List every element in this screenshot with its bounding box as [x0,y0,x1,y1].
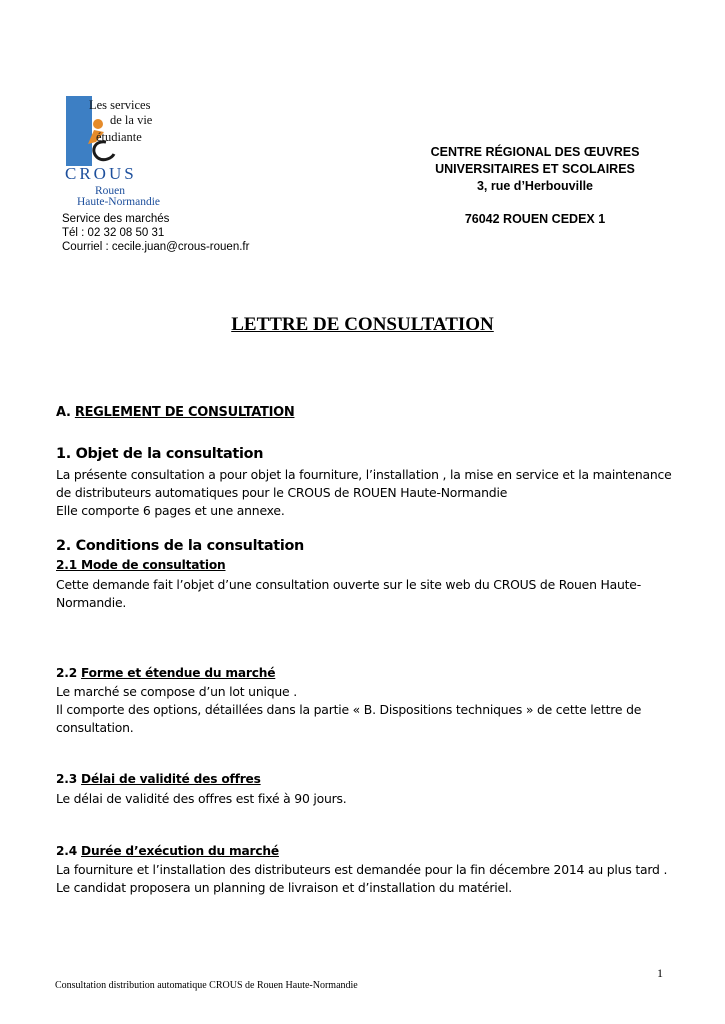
subsection-2-2-number: 2.2 [56,666,82,680]
contact-email: Courriel : cecile.juan@crous-rouen.fr [62,241,250,253]
subsection-2-1-heading: 2.1 Mode de consultation [56,558,226,572]
logo-text-line3: étudiante [96,130,142,144]
subsection-2-2-label: Forme et étendue du marché [81,666,276,680]
subsection-2-2-line1: Le marché se compose d’un lot unique . [56,684,297,699]
subsection-2-4-heading [56,844,279,858]
document-title [0,314,725,336]
section-a-label: REGLEMENT DE CONSULTATION [74,405,295,420]
section-1-line3: Elle comporte 6 pages et une annexe. [56,503,285,518]
org-postal: 76042 ROUEN CEDEX 1 [464,212,606,226]
section-1-line1: La présente consultation a pour objet la fourniture, l’installation , la mise en service et la maintenance [56,467,672,482]
subsection-2-4-body [56,861,668,897]
subsection-2-4-number: 2.4 [56,844,82,858]
subsection-2-2-line3: consultation. [56,720,134,735]
document-title-text: LETTRE DE CONSULTATION [231,314,494,335]
subsection-2-4-line2: Le candidat proposera un planning de livraison et d’installation du matériel. [56,880,512,895]
subsection-2-1-body [56,576,668,612]
subsection-2-4-line1: La fourniture et l’installation des distributeurs est demandée pour la fin décembre 2014 au plus tard . [56,862,668,877]
subsection-2-2-heading [56,666,275,680]
section-a-heading [56,405,294,420]
logo-text-line1: Les services [89,98,151,112]
logo-brand: CROUS [65,164,137,183]
page-footer: Consultation distribution automatique CROUS de Rouen Haute-Normandie [55,980,358,991]
crous-logo [62,94,174,210]
subsection-2-3-number: 2.3 [56,772,82,786]
subsection-2-1-line2: Normandie. [56,595,127,610]
section-1-line2: de distributeurs automatiques pour le CROUS de ROUEN Haute-Normandie [56,485,508,500]
org-address: 3, rue d’Herbouville [476,179,593,193]
section-1-heading: 1. Objet de la consultation [56,446,264,462]
page-number: 1 [657,966,663,980]
subsection-2-2-line2: Il comporte des options, détaillées dans la partie « B. Dispositions techniques » de cette lettre de [56,702,642,717]
logo-region: Haute-Normandie [77,196,161,208]
subsection-2-3-line1: Le délai de validité des offres est fixé à 90 jours. [56,791,347,806]
subsection-2-2-body [56,683,668,737]
org-line2: UNIVERSITAIRES ET SCOLAIRES [435,162,635,176]
subsection-2-3-body [56,790,668,808]
section-1-body [56,466,672,520]
subsection-2-3-label: Délai de validité des offres [81,772,261,786]
subsection-2-1-line1: Cette demande fait l’objet d’une consultation ouverte sur le site web du CROUS de Rouen Haute- [56,577,641,592]
contact-service: Service des marchés [62,213,170,225]
subsection-2-4-label: Durée d’exécution du marché [81,844,279,858]
contact-phone: Tél : 02 32 08 50 31 [62,227,165,239]
logo-city: Rouen [95,185,126,197]
logo-text-line2: de la vie [110,113,153,127]
org-line1: CENTRE RÉGIONAL DES ŒUVRES [430,145,640,159]
section-a-prefix: A. [56,405,75,420]
subsection-2-3-heading [56,772,261,786]
section-2-heading: 2. Conditions de la consultation [56,538,304,554]
